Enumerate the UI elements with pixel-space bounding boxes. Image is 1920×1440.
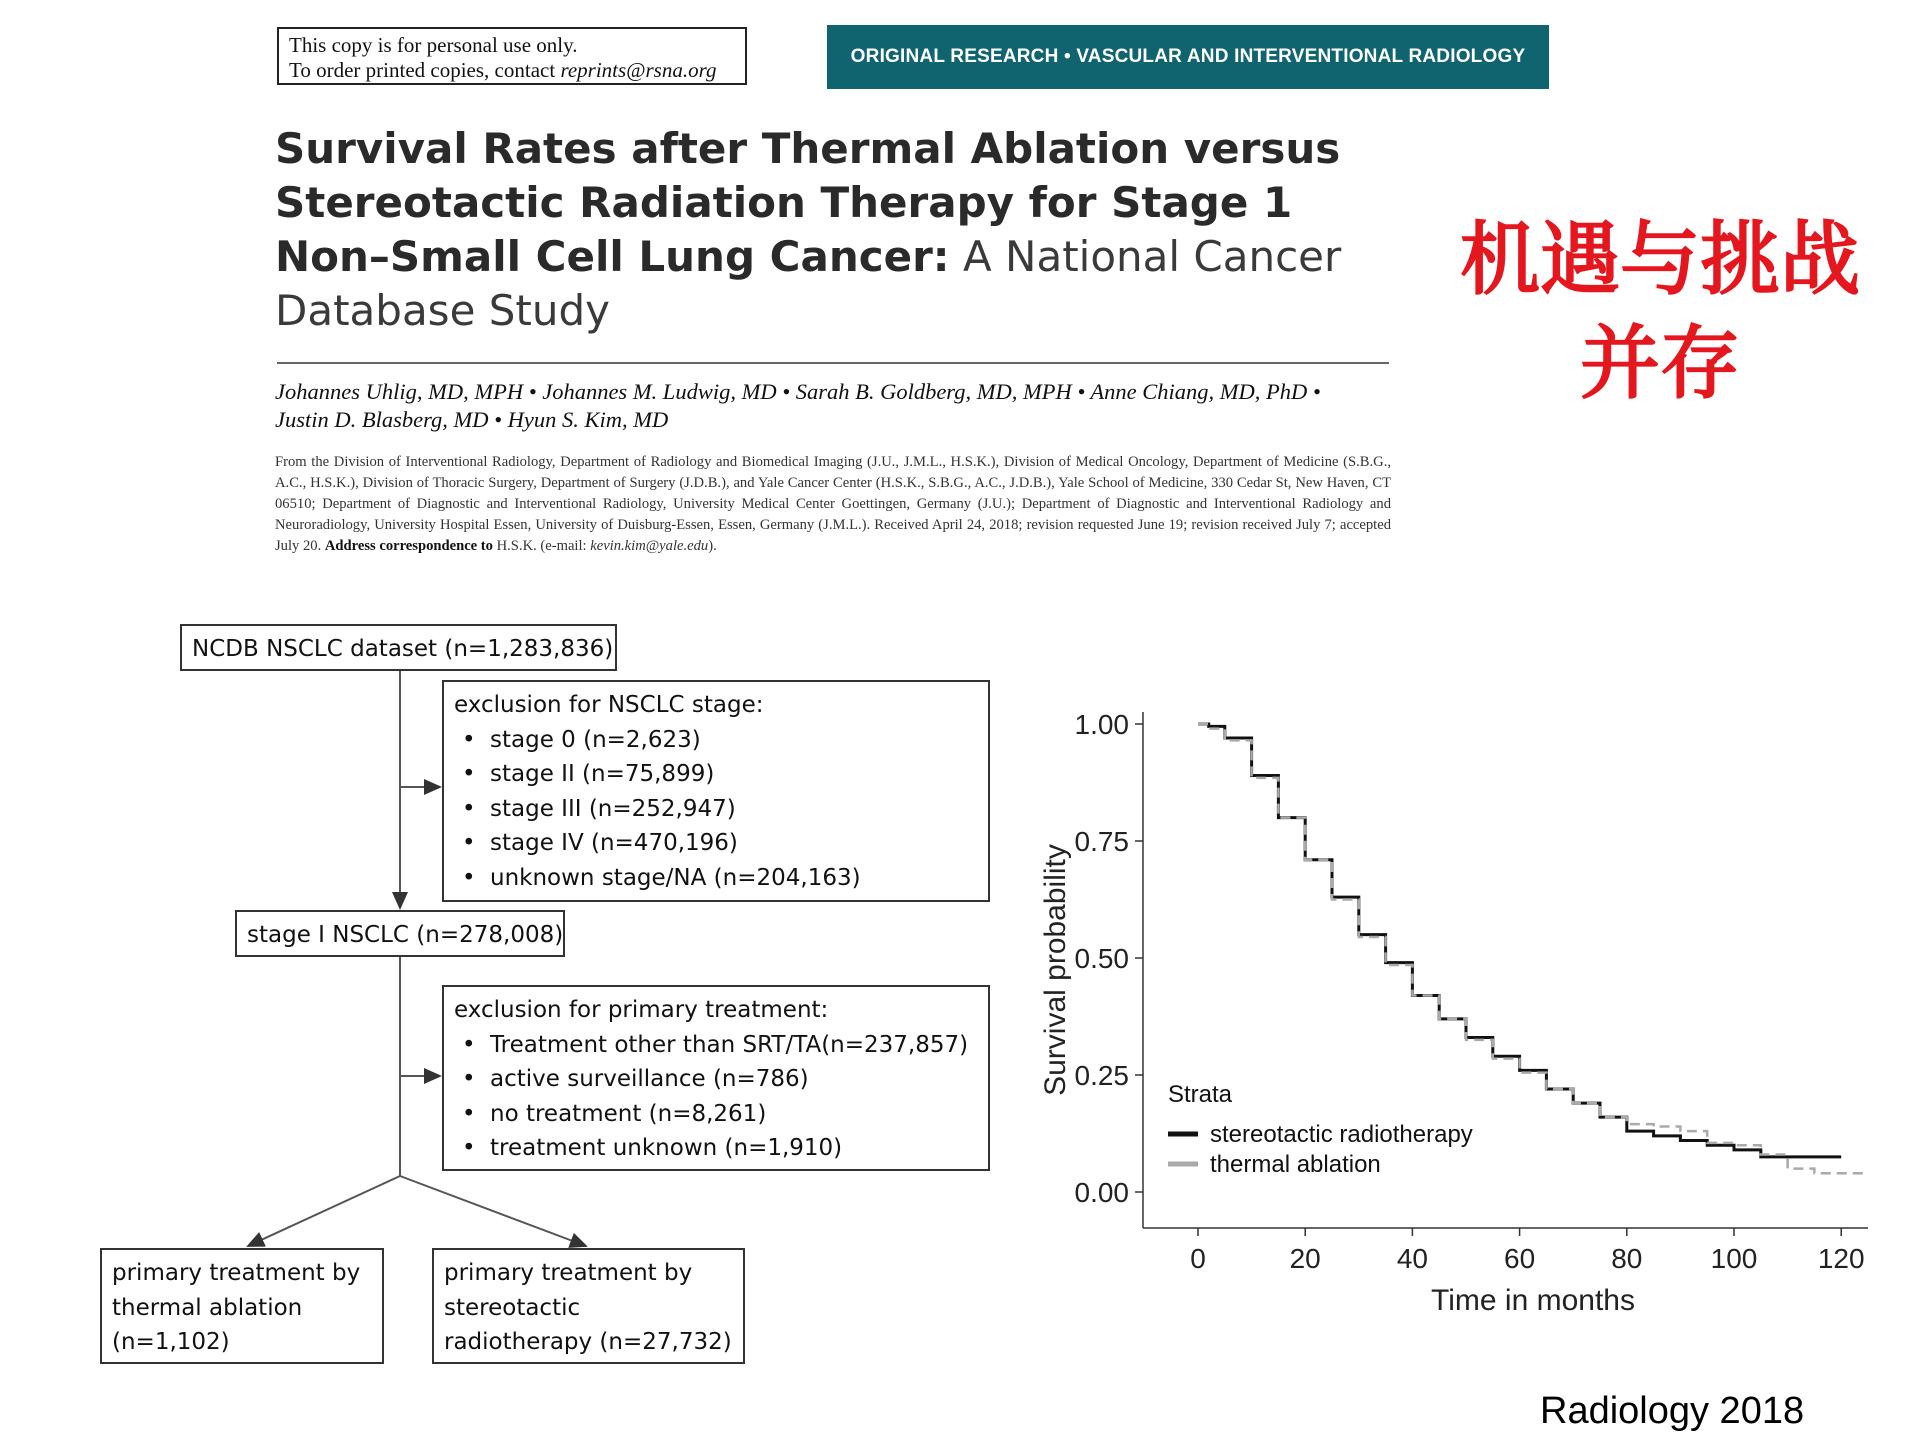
list-item: • active surveillance (n=786): [454, 1062, 978, 1097]
slide-heading-cn: [1420, 208, 1900, 416]
author-line-2: Justin D. Blasberg, MD • Hyun S. Kim, MD: [275, 407, 669, 432]
x-tick-label: 60: [1504, 1243, 1536, 1274]
x-tick-label: 100: [1710, 1243, 1758, 1274]
correspondence-label: Address correspondence to: [324, 538, 493, 554]
y-tick-label: 0.00: [1074, 1177, 1129, 1208]
flow-sbrt-line-3: radiotherapy (n=27,732): [444, 1329, 732, 1355]
x-tick-label: 40: [1396, 1243, 1428, 1274]
notice-line-2-text: To order printed copies, contact: [289, 58, 561, 82]
x-tick-label: 120: [1817, 1243, 1865, 1274]
survival-chart: [1020, 680, 1890, 1340]
notice-line-1: This copy is for personal use only.: [289, 33, 578, 57]
connector-to-thermal: [248, 1176, 400, 1246]
flow-stage1-label: stage I NSCLC (n=278,008): [247, 922, 564, 948]
correspondence-email[interactable]: kevin.kim@yale.edu: [590, 538, 709, 554]
legend-title: Strata: [1168, 1081, 1233, 1108]
list-item: • no treatment (n=8,261): [454, 1097, 978, 1132]
flow-treatment-exclusion-list: [454, 1028, 978, 1166]
flow-sbrt-line-1: primary treatment by: [444, 1260, 693, 1286]
list-item: • stage IV (n=470,196): [454, 826, 978, 861]
flow-thermal-line-1: primary treatment by: [112, 1260, 361, 1286]
heading-cn-line-2: 并存: [1580, 317, 1740, 410]
citation: Radiology 2018: [1540, 1390, 1805, 1432]
y-axis-label: Survival probability: [1039, 844, 1072, 1096]
correspondence-end: ).: [708, 538, 717, 554]
flow-dataset-label: NCDB NSCLC dataset (n=1,283,836): [192, 636, 614, 662]
flow-box-stage-exclusion: [442, 680, 990, 902]
flow-box-stage1: [235, 910, 565, 957]
x-tick-label: 20: [1289, 1243, 1321, 1274]
y-tick-label: 0.50: [1074, 943, 1129, 974]
x-tick-label: 80: [1611, 1243, 1643, 1274]
flow-box-sbrt: [432, 1248, 745, 1364]
flow-treatment-exclusion-title: exclusion for primary treatment:: [454, 997, 829, 1023]
correspondence-text: H.S.K. (e-mail:: [492, 538, 591, 554]
list-item: • stage 0 (n=2,623): [454, 723, 978, 758]
list-item: • unknown stage/NA (n=204,163): [454, 861, 978, 896]
list-item: • Treatment other than SRT/TA(n=237,857): [454, 1028, 978, 1063]
legend-label: thermal ablation: [1210, 1151, 1381, 1178]
article-title-main: Survival Rates after Thermal Ablation versus Stereotactic Radiation Therapy for Stage 1 Non–Small Cell Lung Cancer:: [275, 124, 1341, 281]
y-tick-label: 0.25: [1074, 1060, 1129, 1091]
flow-thermal-line-3: (n=1,102): [112, 1329, 230, 1355]
flow-box-thermal-ablation: [100, 1248, 384, 1364]
flow-thermal-line-2: thermal ablation: [112, 1294, 303, 1321]
y-tick-label: 1.00: [1074, 709, 1129, 740]
list-item: • stage II (n=75,899): [454, 757, 978, 792]
flow-sbrt-line-2: stereotactic: [444, 1294, 581, 1321]
list-item: • treatment unknown (n=1,910): [454, 1131, 978, 1166]
section-banner: ORIGINAL RESEARCH • VASCULAR AND INTERVENTIONAL RADIOLOGY: [827, 25, 1549, 89]
author-line-1: Johannes Uhlig, MD, MPH • Johannes M. Ludwig, MD • Sarah B. Goldberg, MD, MPH • Anne Chiang, MD, PhD •: [275, 379, 1321, 404]
connector-to-sbrt: [400, 1176, 586, 1246]
affiliation-text: From the Division of Interventional Radiology, Department of Radiology and Biomedical Imaging (J.U., J.M.L., H.S.K.), Division of Medical Oncology, Department of Medicine (S.B.G., A.C., H.S.K.), Division of Thoracic Surgery, Department of Surgery (J.D.B.), and Yale Cancer Center (H.S.K., S.B.G., A.C., J.D.B.), Yale School of Medicine, 330 Cedar St, New Haven, CT 06510; Department of Diagnostic and Interventional Radiology, University Medical Center Goettingen, Germany (J.U.); Department of Diagnostic and Interventional Radiology and Neuroradiology, University Hospital Essen, University of Duisburg-Essen, Essen, Germany (J.M.L.). Received April 24, 2018; revision requested June 19; revision received July 7; accepted July 20.: [275, 454, 1391, 554]
flow-box-dataset: [180, 624, 617, 671]
x-tick-label: 0: [1190, 1243, 1206, 1274]
heading-cn-line-1: 机遇与挑战: [1460, 213, 1860, 306]
flow-stage-exclusion-list: [454, 723, 978, 896]
x-axis-label: Time in months: [1431, 1284, 1635, 1317]
list-item: • stage III (n=252,947): [454, 792, 978, 827]
flow-box-treatment-exclusion: [442, 985, 990, 1171]
y-tick-label: 0.75: [1074, 826, 1129, 857]
series-line-stereotactic-radiotherapy: [1198, 724, 1841, 1157]
reprint-email-link[interactable]: reprints@rsna.org: [560, 58, 717, 82]
flow-stage-exclusion-title: exclusion for NSCLC stage:: [454, 692, 764, 718]
article-title-sub: A National Cancer Database Study: [275, 232, 1342, 335]
series-line-thermal-ablation: [1198, 724, 1868, 1173]
legend-label: stereotactic radiotherapy: [1210, 1121, 1473, 1148]
